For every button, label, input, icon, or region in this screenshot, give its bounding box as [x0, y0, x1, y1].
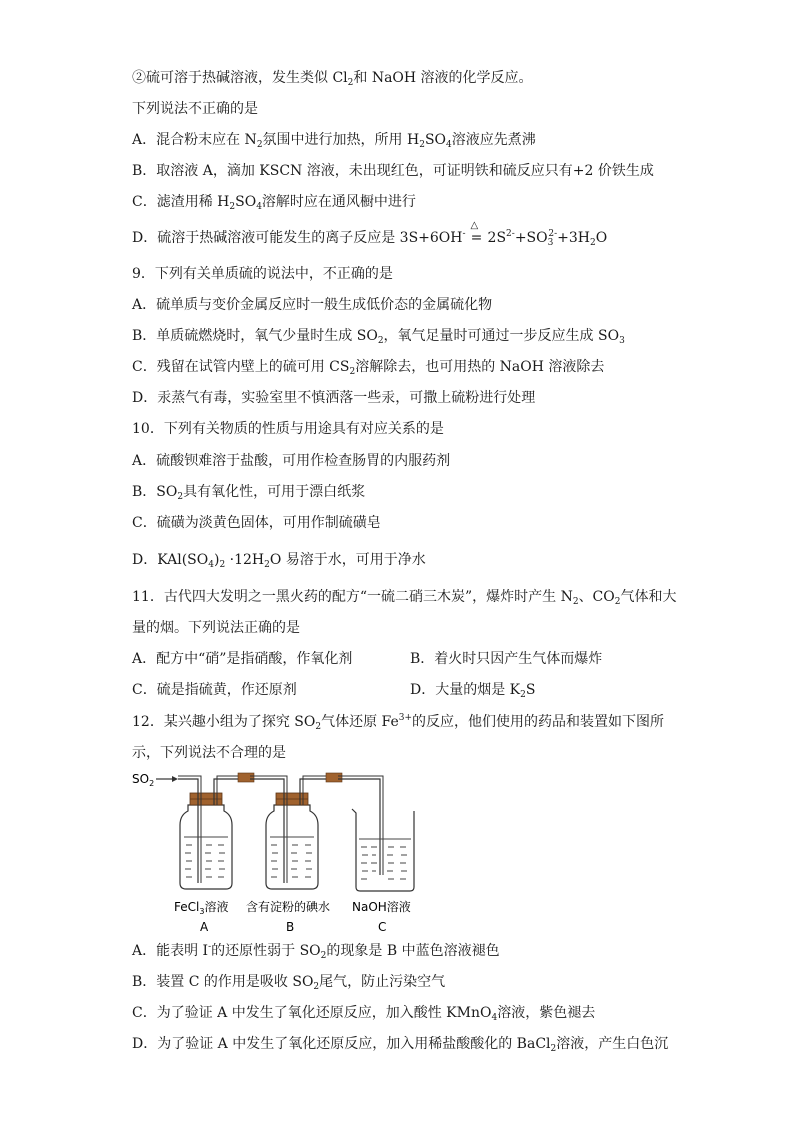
- option-c: C．滤渣用稀 $H_2SO_4$溶解时应在通风橱中进行: [132, 194, 416, 212]
- q12-option-c: C．为了验证 A 中发生了氧化还原反应，加入酸性 KMnO$_4$溶液，紫色褪去: [132, 1005, 596, 1023]
- q12-option-d: D．为了验证 A 中发生了氧化还原反应，加入用稀盐酸酸化的 BaCl$_2$溶液，产生白色沉: [132, 1036, 669, 1054]
- option-b: B．取溶液 A，滴加 KSCN 溶液，未出现红色，可证明铁和硫反应只有+2 价铁生成: [132, 163, 654, 179]
- q11-option-c: C．硫是指硫黄，作还原剂: [132, 682, 297, 698]
- question-12-line-1: 12．某兴趣小组为了探究 $SO_2$气体还原 $Fe^{3+}$的反应，他们使用的药品和装置如下图所: [132, 713, 665, 732]
- label-b-solution: 含有淀粉的碘水: [246, 900, 331, 914]
- connector-ab: [238, 773, 254, 782]
- q10-option-c: C．硫磺为淡黄色固体，可用作制硫磺皂: [132, 515, 381, 531]
- q10-option-a: A．硫酸钡难溶于盐酸，可用作检查肠胃的内服药剂: [132, 453, 451, 469]
- letter-b: B: [286, 920, 295, 934]
- q9-option-d: D．汞蒸气有毒，实验室里不慎洒落一些汞，可撒上硫粉进行处理: [132, 390, 536, 406]
- option-d: D．硫溶于热碱溶液可能发生的离子反应是 3S+6OH- △ = $2S^{2-}+SO_3^{2-}+3H_2O$: [132, 220, 608, 248]
- label-a-solution: FeCl$_3$溶液: [174, 900, 229, 916]
- question-stem: 下列说法不正确的是: [132, 101, 258, 117]
- question-9: 9．下列有关单质硫的说法中，不正确的是: [132, 266, 393, 282]
- q11-option-d: D．大量的烟是 $K_2S$: [410, 682, 536, 700]
- q11-option-a: A．配方中“硝”是指硝酸，作氧化剂: [132, 651, 353, 667]
- bottle-a: [178, 776, 242, 889]
- apparatus-diagram: [130, 765, 430, 935]
- question-10: 10．下列有关物质的性质与用途具有对应关系的是: [132, 421, 444, 437]
- q10-option-d: D．$KAl(SO_4)_2 \cdot 12H_2O$ 易溶于水，可用于净水: [132, 552, 426, 570]
- question-11-line-2: 量的烟。下列说法正确的是: [132, 620, 300, 636]
- q11-options-row-2: [132, 680, 536, 700]
- bottle-b: [250, 776, 330, 889]
- option-a: A．混合粉末应在 $N_2$氛围中进行加热，所用 $H_2SO_4$溶液应先煮沸: [132, 132, 536, 150]
- q12-option-b: B．装置 C 的作用是吸收 $SO_2$尾气，防止污染空气: [132, 974, 446, 992]
- question-12-line-2: 示，下列说法不合理的是: [132, 745, 286, 761]
- q10-option-b: B．$SO_2$具有氧化性，可用于漂白纸浆: [132, 484, 366, 502]
- connector-bc: [326, 773, 342, 782]
- label-c-solution: NaOH溶液: [352, 900, 411, 914]
- inlet-label: $SO_2$: [132, 772, 155, 788]
- line-condition-2: ②硫可溶于热碱溶液，发生类似 $Cl_2$和 NaOH 溶液的化学反应。: [132, 70, 533, 88]
- letter-a: A: [200, 920, 209, 934]
- q11-options-row-1: [132, 649, 603, 669]
- q12-option-a: A．能表明 I-的还原性弱于 $SO_2$的现象是 B 中蓝色溶液褪色: [132, 942, 500, 961]
- q9-option-b: B．单质硫燃烧时，氧气少量时生成 $SO_2$，氧气足量时可通过一步反应生成 $SO_3$: [132, 328, 625, 346]
- letter-c: C: [378, 920, 387, 934]
- question-11-line-1: 11．古代四大发明之一黑火药的配方“一硫二硝三木炭”，爆炸时产生 $N_2$、$CO_2$气体和大: [132, 589, 677, 607]
- arrow-head-icon: [172, 776, 178, 782]
- q9-option-c: C．残留在试管内壁上的硫可用 $CS_2$溶解除去，也可用热的 NaOH 溶液除去: [132, 359, 605, 377]
- q9-option-a: A．硫单质与变价金属反应时一般生成低价态的金属硫化物: [132, 297, 493, 313]
- q11-option-b: B．着火时只因产生气体而爆炸: [410, 651, 603, 667]
- beaker-c: [338, 776, 414, 891]
